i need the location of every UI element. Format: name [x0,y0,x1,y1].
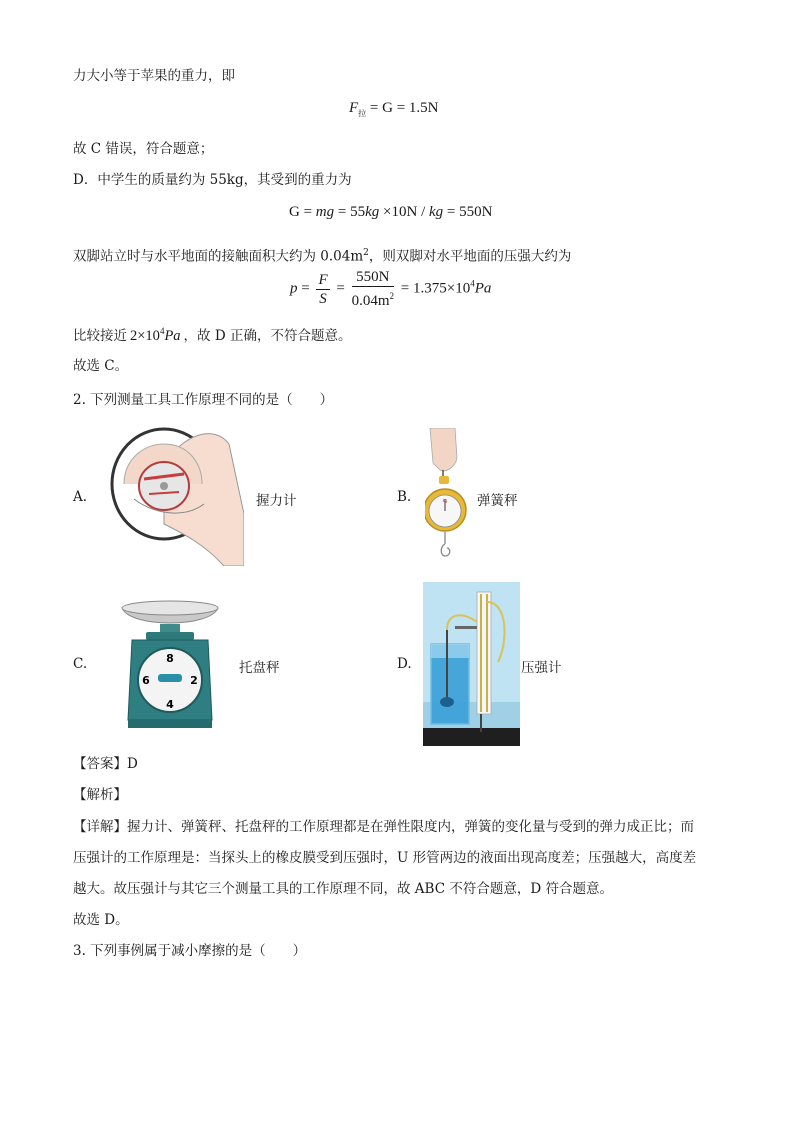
eq3-frac1 [316,271,329,308]
line4-sup: 2 [363,248,369,258]
eq3-frac2-num: 550N [352,268,394,287]
equation-3 [290,268,491,310]
eq3-p: p [290,280,298,297]
choose-line: 故选 D。 [73,912,129,928]
text-line-5 [73,321,351,346]
dial-label-top: 8 [166,652,174,665]
eq3-den-sup: 2 [389,291,395,301]
eq3-unit: Pa [474,280,492,297]
equation-1 [349,100,439,119]
text-line-4 [73,243,571,267]
manometer-icon [423,582,520,746]
svg-text:kg: kg [442,498,448,503]
answer-label: 【答案】 [73,756,127,772]
text-line-3: D．中学生的质量约为 55kg，其受到的重力为 [73,172,352,188]
analysis-label: 【解析】 [73,787,127,803]
eq4-exp: 4 [159,326,165,336]
eq1-sub: 拉 [358,109,367,118]
eq2-kg2: kg [429,204,444,220]
option-a-letter: A. [73,489,88,505]
detail-line-3: 越大。故压强计与其它三个测量工具的工作原理不同，故 ABC 不符合题意，D 符合题意。 [73,881,613,897]
eq3-frac1-den: S [319,290,327,307]
eq1-F: F [349,100,359,116]
eq4-unit: Pa [164,327,181,344]
eq1-rest: = G = 1.5N [366,100,439,116]
detail-line-1 [73,817,694,837]
eq2-kg1: kg [365,204,380,220]
equation-2 [289,204,492,221]
line4-c: ，则双脚对水平地面的压强大约为 [368,248,572,265]
text-line-1: 力大小等于苹果的重力，即 [73,68,235,84]
eq3-frac2-den [352,287,394,310]
detail-label: 【详解】 [73,819,127,835]
eq4-base: 2×10 [130,327,160,344]
text-line-2: 故 C 错误，符合题意； [73,141,214,157]
eq2-part2: = 55 [334,204,366,220]
eq2-part3: ×10N / [379,204,429,220]
line4-a: 双脚站立时与水平地面的接触面积大约为 0.04m [73,248,364,265]
platform-scale-icon [120,598,220,730]
option-c-letter: C. [73,656,88,672]
option-d-letter: D. [397,656,412,672]
answer-value: D [127,756,138,772]
question-2-title: 2. 下列测量工具工作原理不同的是（ ） [73,392,334,408]
eq3-exp: 4 [470,278,475,289]
option-d-label: 压强计 [521,660,562,676]
eq2-mg: mg [315,204,335,220]
dial-label-left: 6 [142,674,150,687]
eq2-part1: G = [289,204,316,220]
dial-label-bottom: 4 [166,698,174,711]
option-b-letter: B. [397,489,412,505]
dial-label-right: 2 [190,674,198,687]
eq2-part4: = 550N [443,204,493,220]
option-a-label: 握力计 [256,493,297,509]
eq3-eq: = [297,280,314,297]
line5-a: 比较接近 [73,327,127,344]
option-c-label: 托盘秤 [239,660,280,676]
detail-text-1: 握力计、弹簧秤、托盘秤的工作原理都是在弹性限度内，弹簧的变化量与受到的弹力成正比；而 [127,819,694,835]
detail-line-2: 压强计的工作原理是：当探头上的橡皮膜受到压强时，U 形管两边的液面出现高度差；压强越大，高度差 [73,850,697,866]
answer-line [73,754,138,774]
eq3-frac2 [352,268,394,310]
spring-scale-icon [425,428,470,566]
option-b-label: 弹簧秤 [477,493,518,509]
question-3-title: 3. 下列事例属于减小摩擦的是（ ） [73,943,307,959]
eq3-result: = 1.375×10 [397,280,471,297]
eq3-den-base: 0.04m [351,293,390,309]
eq3-frac1-num: F [318,271,328,288]
line5-b: ，故 D 正确，不符合题意。 [183,327,352,344]
hand-dynamometer-icon [104,424,244,566]
eq3-eq2: = [332,280,349,297]
line5-eq [130,328,181,344]
text-line-6: 故选 C。 [73,358,129,374]
